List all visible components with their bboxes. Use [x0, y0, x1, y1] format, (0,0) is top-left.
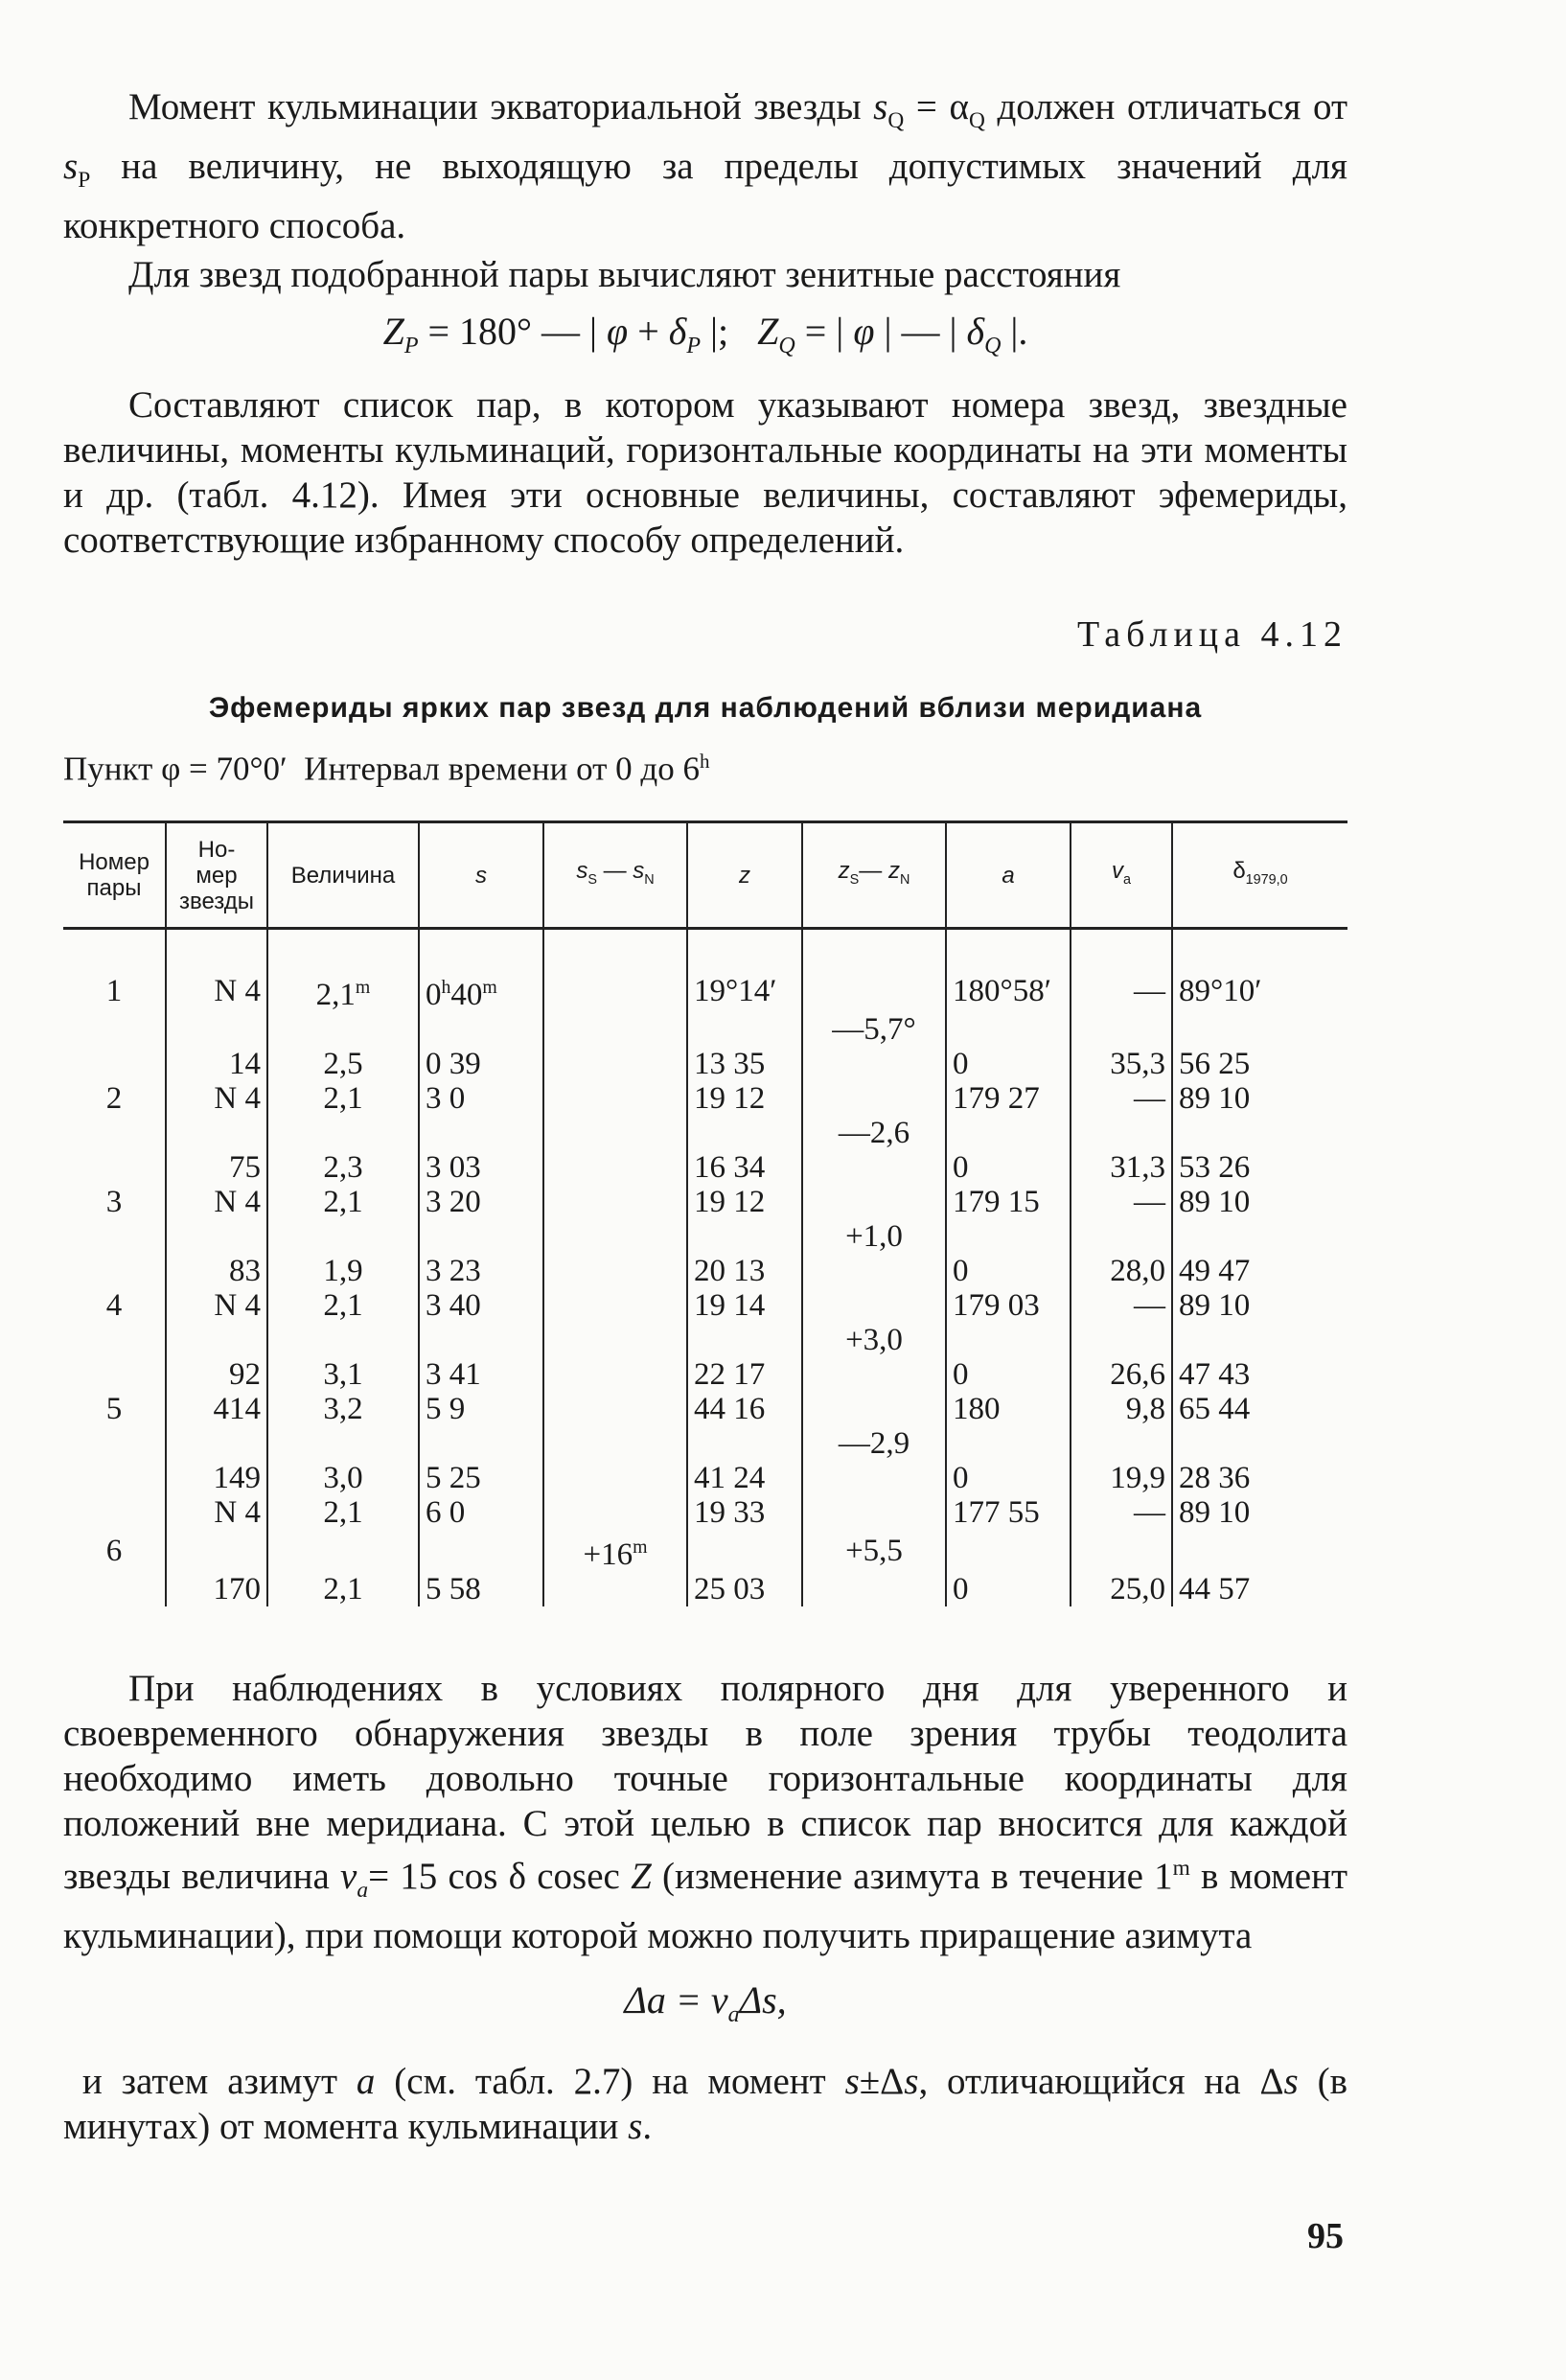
cell-azimuth: 179 27 — [946, 1081, 1071, 1116]
spacer-cell — [419, 929, 543, 971]
cell-s — [419, 1219, 543, 1254]
cell-z: 16 34 — [687, 1150, 802, 1185]
cell-va: — — [1071, 970, 1172, 1012]
spacer-cell — [166, 929, 267, 971]
cell-declination: 53 26 — [1172, 1150, 1347, 1185]
cell-azimuth — [946, 1116, 1071, 1150]
table-row — [63, 1357, 1347, 1392]
cell-pair — [63, 1323, 166, 1357]
cell-declination: 89 10 — [1172, 1495, 1347, 1530]
cell-azimuth: 0 — [946, 1254, 1071, 1288]
cell-declination — [1172, 1012, 1347, 1047]
cell-declination: 49 47 — [1172, 1254, 1347, 1288]
cell-declination — [1172, 1323, 1347, 1357]
cell-ds — [543, 1461, 687, 1495]
cell-ds — [543, 1323, 687, 1357]
header-z: z — [687, 822, 802, 929]
cell-va: — — [1071, 1185, 1172, 1219]
cell-s: 5 25 — [419, 1461, 543, 1495]
cell-declination: 65 44 — [1172, 1392, 1347, 1426]
cell-azimuth: 180°58′ — [946, 970, 1071, 1012]
cell-z: 44 16 — [687, 1392, 802, 1426]
cell-dz — [802, 1572, 946, 1606]
cell-declination: 89 10 — [1172, 1081, 1347, 1116]
cell-ds — [543, 1185, 687, 1219]
cell-magnitude: 2,1 — [267, 1288, 419, 1323]
cell-azimuth: 0 — [946, 1047, 1071, 1081]
table-row — [63, 970, 1347, 1012]
cell-star — [166, 1116, 267, 1150]
cell-ds — [543, 1081, 687, 1116]
cell-ds — [543, 1012, 687, 1047]
cell-declination: 89°10′ — [1172, 970, 1347, 1012]
cell-va: 35,3 — [1071, 1047, 1172, 1081]
cell-star: 83 — [166, 1254, 267, 1288]
cell-declination — [1172, 1116, 1347, 1150]
formula-azimuth-increment: $\Delta a = v_a\Delta s$, — [624, 1977, 787, 2027]
cell-magnitude: 3,1 — [267, 1357, 419, 1392]
cell-z: 13 35 — [687, 1047, 802, 1081]
formula-zenith: $Z_P = 180^\circ$ — | $\varphi + \delta_P$ |; $Z_Q$ = | φ | — | $\delta_Q$ |. — [382, 309, 1028, 358]
book-page-lower — [63, 1666, 1347, 2149]
cell-magnitude: 2,1$^m$ — [267, 970, 419, 1012]
cell-dz: +5,5 — [802, 1530, 946, 1572]
cell-z — [687, 1530, 802, 1572]
cell-s — [419, 1012, 543, 1047]
cell-pair — [63, 1254, 166, 1288]
cell-z: 19 12 — [687, 1081, 802, 1116]
spacer-cell — [63, 929, 166, 971]
cell-s: 3 0 — [419, 1081, 543, 1116]
cell-magnitude: 2,5 — [267, 1047, 419, 1081]
cell-s: 0 39 — [419, 1047, 543, 1081]
cell-z: 22 17 — [687, 1357, 802, 1392]
cell-s: 5 58 — [419, 1572, 543, 1606]
cell-magnitude — [267, 1530, 419, 1572]
cell-star: 414 — [166, 1392, 267, 1426]
cell-va: — — [1071, 1081, 1172, 1116]
paragraph-2: Для звезд подобранной пары вычисляют зенитные расстояния — [128, 253, 1121, 295]
cell-s: 6 0 — [419, 1495, 543, 1530]
cell-s: 3 41 — [419, 1357, 543, 1392]
cell-magnitude — [267, 1012, 419, 1047]
cell-va — [1071, 1116, 1172, 1150]
table-row — [63, 1323, 1347, 1357]
cell-azimuth: 179 03 — [946, 1288, 1071, 1323]
cell-s: 3 40 — [419, 1288, 543, 1323]
cell-pair — [63, 1012, 166, 1047]
cell-magnitude: 2,1 — [267, 1495, 419, 1530]
cell-z: 25 03 — [687, 1572, 802, 1606]
cell-azimuth: 177 55 — [946, 1495, 1071, 1530]
header-magnitude: Величина — [267, 822, 419, 929]
cell-star — [166, 1426, 267, 1461]
cell-star: 149 — [166, 1461, 267, 1495]
cell-pair: 6 — [105, 1534, 123, 1568]
cell-star: N 4 — [166, 1081, 267, 1116]
cell-azimuth: 0 — [946, 1150, 1071, 1185]
cell-pair — [63, 1219, 166, 1254]
cell-dz — [802, 1495, 946, 1530]
cell-z: 19 33 — [687, 1495, 802, 1530]
cell-magnitude: 1,9 — [267, 1254, 419, 1288]
cell-dz — [802, 1047, 946, 1081]
cell-ds — [543, 970, 687, 1012]
cell-magnitude: 2,1 — [267, 1081, 419, 1116]
cell-star: 75 — [166, 1150, 267, 1185]
cell-ds — [543, 1357, 687, 1392]
table-row — [63, 1116, 1347, 1150]
spacer-cell — [267, 929, 419, 971]
cell-pair — [63, 1461, 166, 1495]
cell-star: N 4 — [166, 1185, 267, 1219]
cell-azimuth — [946, 1530, 1071, 1572]
cell-azimuth: 0 — [946, 1461, 1071, 1495]
table-header-row — [63, 822, 1347, 929]
cell-declination: 28 36 — [1172, 1461, 1347, 1495]
cell-s — [419, 1323, 543, 1357]
cell-ds — [543, 1254, 687, 1288]
cell-star — [166, 1219, 267, 1254]
cell-va: 31,3 — [1071, 1150, 1172, 1185]
table-title: Эфемериды ярких пар звезд для наблюдений вблизи меридиана — [208, 692, 1203, 724]
cell-dz — [802, 1392, 946, 1426]
cell-star: N 4 — [166, 970, 267, 1012]
cell-azimuth: 180 — [946, 1392, 1071, 1426]
cell-magnitude — [267, 1219, 419, 1254]
cell-s: 0$^h$40$^m$ — [419, 970, 543, 1012]
cell-ds — [543, 1150, 687, 1185]
paragraph-5: и затем азимут a (см. табл. 2.7) на момент s±Δs, отличающийся на Δs (в минутах) от момента кульминации s. — [63, 2060, 1348, 2147]
cell-s: 3 23 — [419, 1254, 543, 1288]
paragraph-4: При наблюдениях в условиях полярного дня для уверенного и своевременного обнаружения звезды в поле зрения трубы теодолита необходимо иметь довольно точные горизонтальные координаты для положений вне меридиана. С этой целью в список пар вносится для каждой звезды величина $v_a= 15$ cos δ cosec Z (изменение азимута в течение 1$^m$ в момент кульминации), при помощи которой можно получить приращение азимута — [63, 1668, 1347, 1956]
cell-dz — [802, 1185, 946, 1219]
cell-s — [419, 1116, 543, 1150]
header-dz: $z_S—$ $z_N$ — [802, 822, 946, 929]
header-ds: $s_S$ — $s_N$ — [543, 822, 687, 929]
cell-va — [1071, 1012, 1172, 1047]
table-row — [63, 1495, 1347, 1530]
cell-va: 28,0 — [1071, 1254, 1172, 1288]
cell-pair: 3 — [105, 1185, 123, 1219]
cell-ds — [543, 1288, 687, 1323]
ephemeris-table — [63, 820, 1347, 1606]
cell-star — [166, 1530, 267, 1572]
table-row — [63, 1219, 1347, 1254]
cell-dz: +3,0 — [802, 1323, 946, 1357]
cell-declination: 89 10 — [1172, 1288, 1347, 1323]
cell-s — [419, 1530, 543, 1572]
cell-azimuth — [946, 1426, 1071, 1461]
cell-dz — [802, 1254, 946, 1288]
cell-z: 19°14′ — [687, 970, 802, 1012]
cell-pair — [63, 1357, 166, 1392]
table-caption: Таблица 4.12 — [1076, 614, 1347, 655]
cell-magnitude: 2,1 — [267, 1185, 419, 1219]
cell-star — [166, 1323, 267, 1357]
cell-star: 92 — [166, 1357, 267, 1392]
table-row — [63, 1530, 1347, 1572]
cell-va: — — [1071, 1495, 1172, 1530]
cell-dz: —5,7° — [802, 1012, 946, 1047]
cell-dz — [802, 1081, 946, 1116]
cell-z — [687, 1116, 802, 1150]
cell-ds — [543, 1392, 687, 1426]
cell-ds — [543, 1572, 687, 1606]
table-row — [63, 1288, 1347, 1323]
cell-pair — [63, 1495, 166, 1530]
cell-star: 170 — [166, 1572, 267, 1606]
table-row — [63, 1047, 1347, 1081]
cell-dz — [802, 1461, 946, 1495]
cell-declination: 56 25 — [1172, 1047, 1347, 1081]
cell-s: 5 9 — [419, 1392, 543, 1426]
cell-pair: 2 — [105, 1081, 123, 1116]
cell-dz — [802, 1150, 946, 1185]
cell-pair — [63, 1426, 166, 1461]
cell-azimuth: 179 15 — [946, 1185, 1071, 1219]
cell-declination — [1172, 1530, 1347, 1572]
table-spacer-row — [63, 929, 1347, 971]
cell-ds — [543, 1426, 687, 1461]
header-va: $v_a$ — [1071, 822, 1172, 929]
spacer-cell — [1172, 929, 1347, 971]
table-row — [63, 1426, 1347, 1461]
cell-dz — [802, 1357, 946, 1392]
spacer-cell — [1071, 929, 1172, 971]
header-azimuth: a — [946, 822, 1071, 929]
table-row — [63, 1012, 1347, 1047]
cell-z — [687, 1426, 802, 1461]
table-row — [63, 1150, 1347, 1185]
cell-dz: —2,9 — [802, 1426, 946, 1461]
cell-va: 9,8 — [1071, 1392, 1172, 1426]
cell-pair: 4 — [105, 1288, 123, 1323]
cell-ds — [543, 1219, 687, 1254]
cell-azimuth — [946, 1323, 1071, 1357]
cell-z: 19 12 — [687, 1185, 802, 1219]
cell-z — [687, 1323, 802, 1357]
table-row — [63, 1392, 1347, 1426]
book-page — [63, 84, 1347, 563]
cell-magnitude — [267, 1426, 419, 1461]
cell-pair — [63, 1116, 166, 1150]
cell-declination: 44 57 — [1172, 1572, 1347, 1606]
cell-s: 3 03 — [419, 1150, 543, 1185]
table-subtitle: Пункт φ = 70°0′ Интервал времени от 0 до 6$^h$ — [63, 750, 710, 788]
cell-magnitude — [267, 1116, 419, 1150]
cell-declination: 89 10 — [1172, 1185, 1347, 1219]
cell-s: 3 20 — [419, 1185, 543, 1219]
spacer-cell — [946, 929, 1071, 971]
cell-pair — [63, 1047, 166, 1081]
cell-va — [1071, 1323, 1172, 1357]
header-s: s — [419, 822, 543, 929]
spacer-cell — [687, 929, 802, 971]
cell-azimuth — [946, 1219, 1071, 1254]
cell-magnitude — [267, 1323, 419, 1357]
cell-z — [687, 1012, 802, 1047]
spacer-cell — [802, 929, 946, 971]
table-body — [63, 929, 1347, 1607]
table-row — [63, 1461, 1347, 1495]
cell-pair — [63, 1572, 166, 1606]
cell-declination — [1172, 1426, 1347, 1461]
cell-va: 25,0 — [1071, 1572, 1172, 1606]
cell-star: N 4 — [166, 1288, 267, 1323]
table-row — [63, 1185, 1347, 1219]
cell-magnitude: 2,1 — [267, 1572, 419, 1606]
cell-pair — [63, 1150, 166, 1185]
cell-va: 19,9 — [1071, 1461, 1172, 1495]
cell-dz — [802, 970, 946, 1012]
cell-z — [687, 1219, 802, 1254]
header-declination: $\delta_{1979,0}$ — [1172, 822, 1347, 929]
cell-va: 26,6 — [1071, 1357, 1172, 1392]
cell-dz: +1,0 — [802, 1219, 946, 1254]
cell-z: 20 13 — [687, 1254, 802, 1288]
cell-ds — [543, 1116, 687, 1150]
cell-azimuth: 0 — [946, 1357, 1071, 1392]
cell-z: 19 14 — [687, 1288, 802, 1323]
table-row — [63, 1081, 1347, 1116]
cell-star: N 4 — [166, 1495, 267, 1530]
cell-va — [1071, 1530, 1172, 1572]
cell-magnitude: 3,2 — [267, 1392, 419, 1426]
header-pair: Номер пары — [63, 822, 166, 929]
cell-ds: $+16^m$ — [543, 1530, 687, 1572]
page-number: 95 — [1307, 2216, 1344, 2256]
cell-star: 14 — [166, 1047, 267, 1081]
cell-magnitude: 2,3 — [267, 1150, 419, 1185]
cell-dz — [802, 1288, 946, 1323]
table-row — [63, 1254, 1347, 1288]
cell-pair: 1 — [105, 974, 123, 1008]
cell-z: 41 24 — [687, 1461, 802, 1495]
cell-dz: —2,6 — [802, 1116, 946, 1150]
cell-s — [419, 1426, 543, 1461]
cell-ds — [543, 1495, 687, 1530]
spacer-cell — [543, 929, 687, 971]
table-row — [63, 1572, 1347, 1606]
cell-declination: 47 43 — [1172, 1357, 1347, 1392]
cell-ds — [543, 1047, 687, 1081]
cell-va: — — [1071, 1288, 1172, 1323]
cell-magnitude: 3,0 — [267, 1461, 419, 1495]
cell-declination — [1172, 1219, 1347, 1254]
cell-va — [1071, 1426, 1172, 1461]
paragraph-1: Момент кульминации экваториальной звезды $s_Q = \alpha_Q$ должен отличаться от $s_P$ на величину, не выходящую за пределы допустимых значений для конкретного способа. — [63, 86, 1348, 246]
cell-azimuth: 0 — [946, 1572, 1071, 1606]
cell-pair: 5 — [105, 1392, 123, 1426]
cell-star — [166, 1012, 267, 1047]
cell-va — [1071, 1219, 1172, 1254]
header-star: Но- мер звезды — [166, 822, 267, 929]
paragraph-3: Составляют список пар, в котором указывают номера звезд, звездные величины, моменты кульминаций, горизонтальные координаты на эти моменты и др. (табл. 4.12). Имея эти основные величины, составляют эфемериды, соответствующие избранному способу определений. — [63, 383, 1347, 561]
cell-azimuth — [946, 1012, 1071, 1047]
